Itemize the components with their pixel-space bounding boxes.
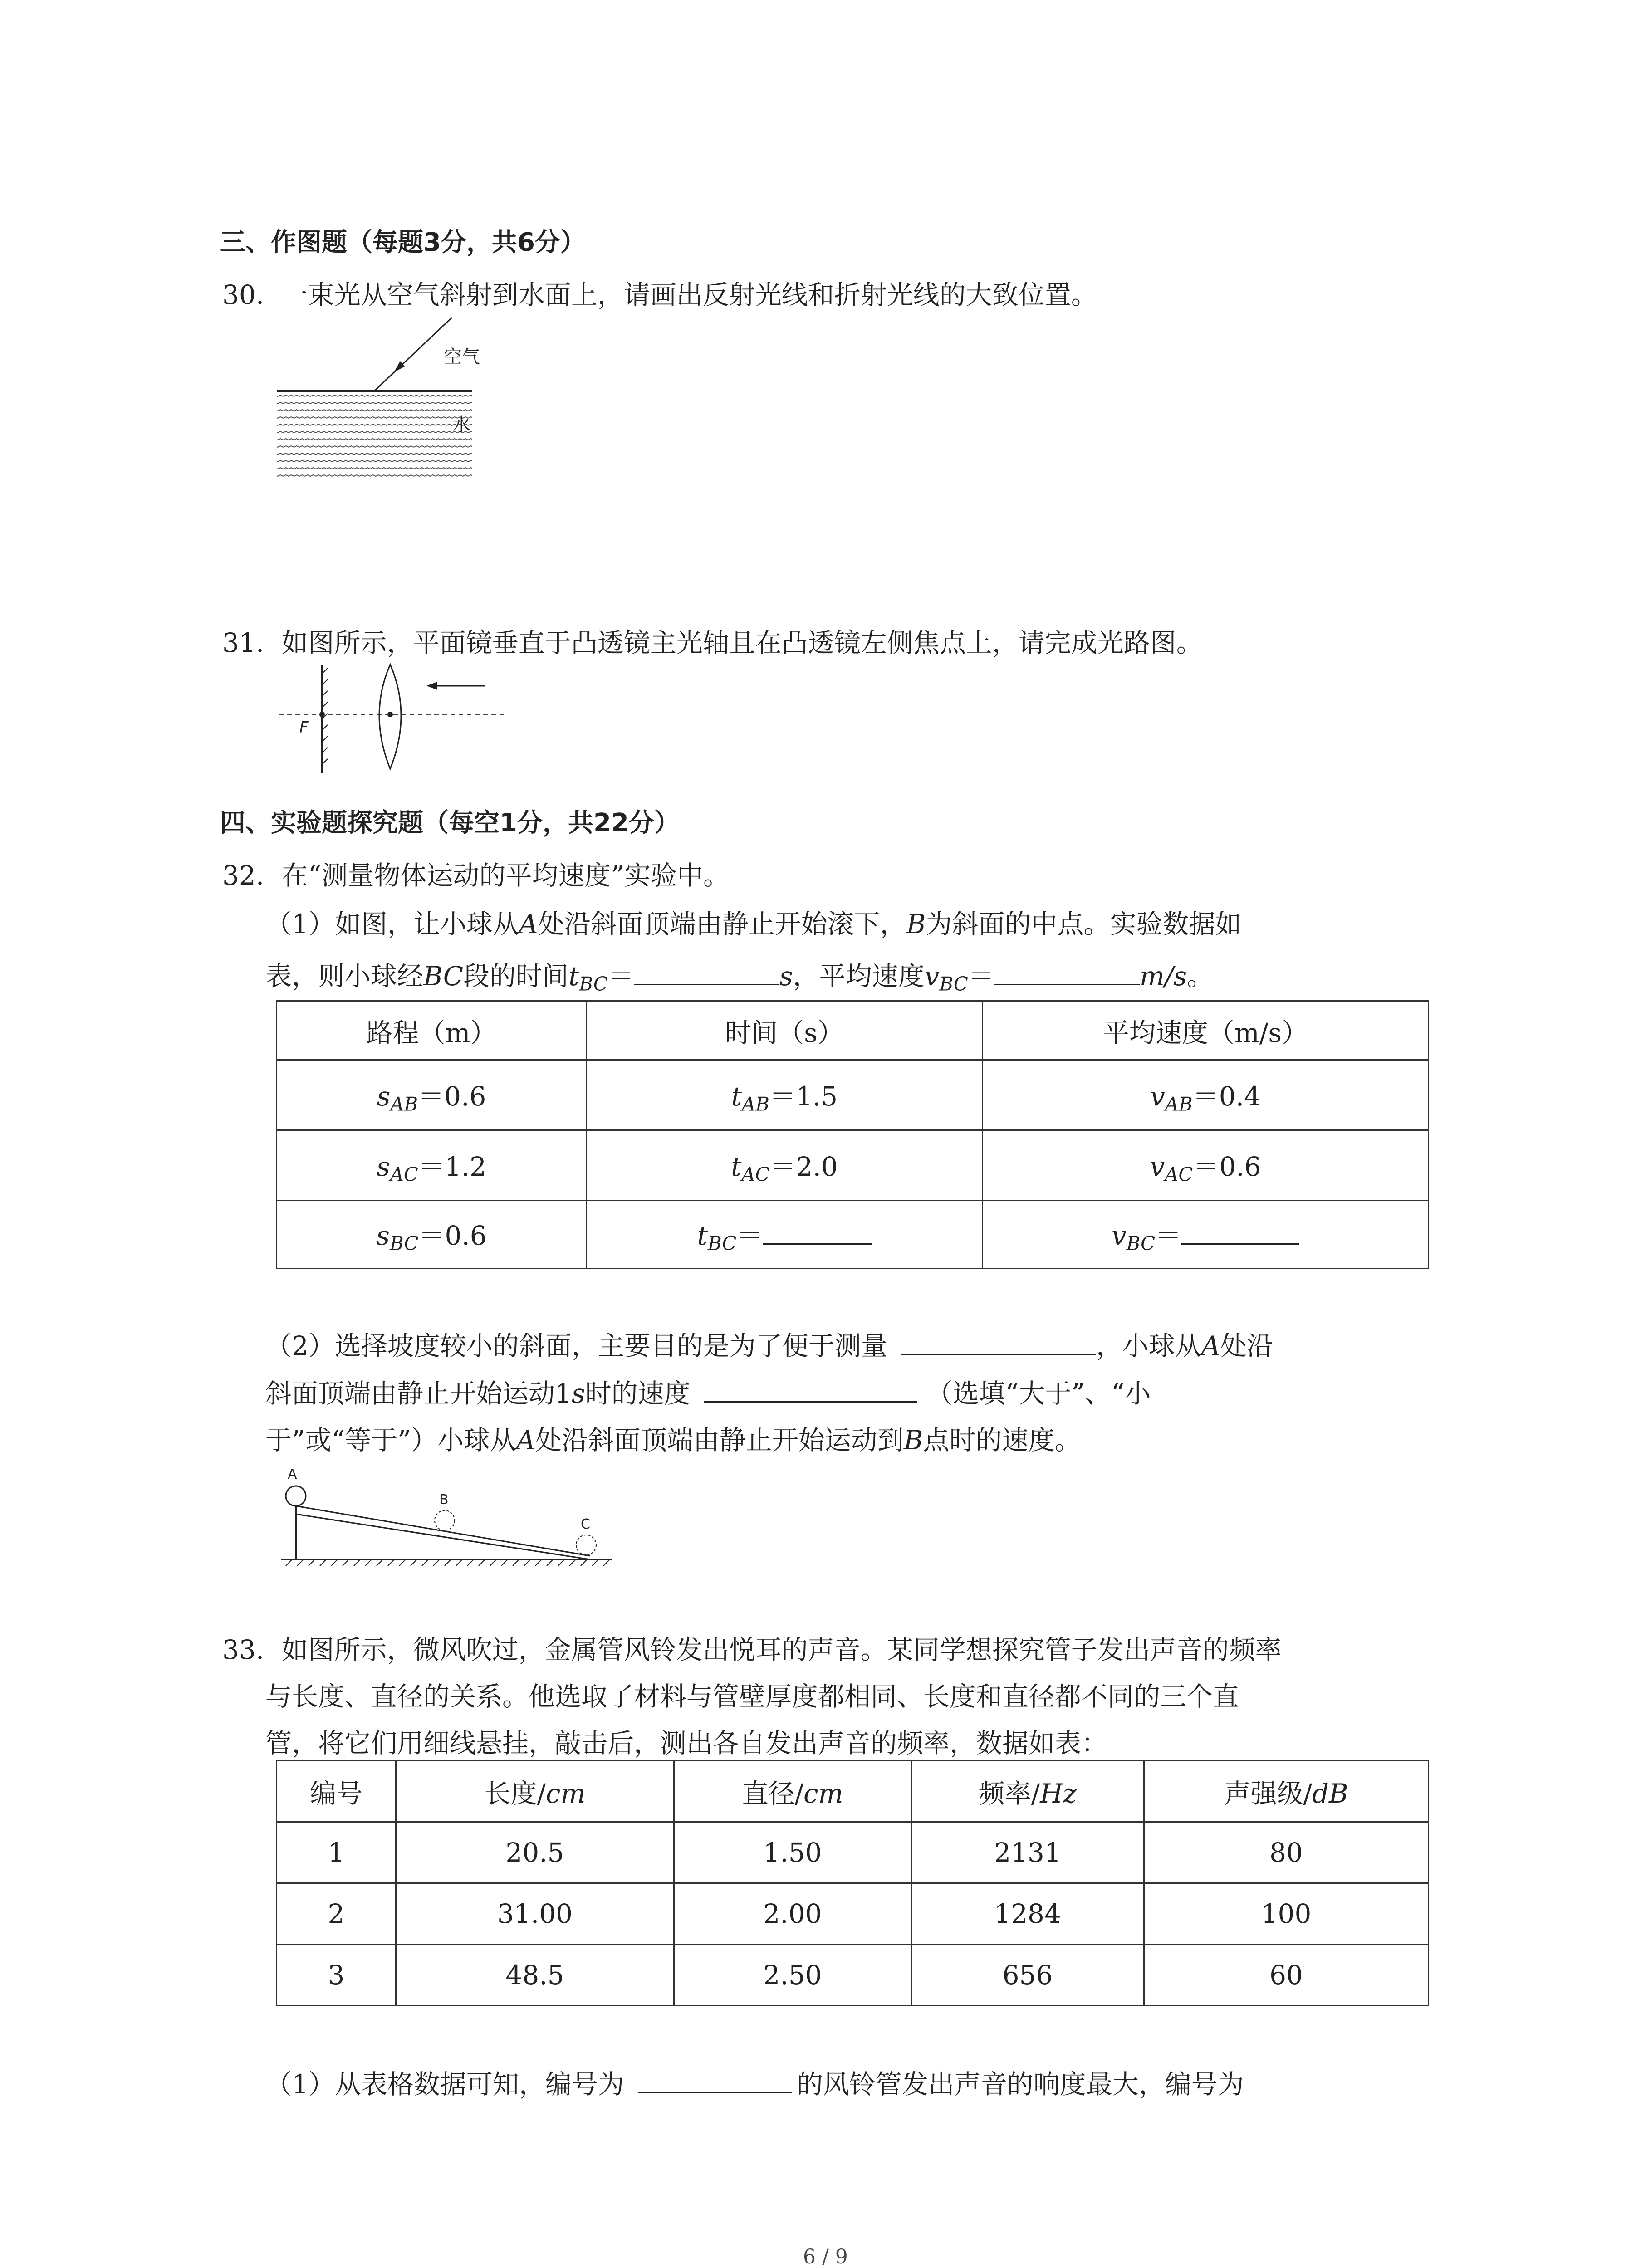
var: v xyxy=(1150,1080,1165,1112)
table-cell: 48.5 xyxy=(396,1945,674,2006)
text: （1）从表格数据可知，编号为 xyxy=(265,2069,624,2100)
table-row xyxy=(277,1130,1429,1201)
incident-ray xyxy=(374,318,452,391)
question-32-part1-line2 xyxy=(265,955,1213,995)
text: 斜面顶端由静止开始运动1 xyxy=(265,1378,572,1409)
unit: dB xyxy=(1312,1778,1348,1809)
value: ＝0.6 xyxy=(1193,1151,1261,1182)
text: 处沿斜面顶端由静止开始运动到 xyxy=(535,1425,904,1456)
table-cell: 2.50 xyxy=(674,1945,911,2006)
ball-at-B xyxy=(435,1510,455,1530)
text: 如图所示，微风吹过，金属管风铃发出悦耳的声音。某同学想探究管子发出声音的频率 xyxy=(281,1634,1282,1665)
label-C: C xyxy=(581,1516,590,1532)
subscript: AB xyxy=(742,1093,769,1115)
var-A: A xyxy=(1201,1330,1220,1361)
value: ＝0.4 xyxy=(1192,1080,1261,1112)
text: （选填“大于”、“小 xyxy=(926,1378,1151,1409)
var: t xyxy=(731,1151,742,1182)
answer-blank-tBC[interactable] xyxy=(634,960,779,985)
section-4-heading: 四、实验题探究题（每空1分，共22分） xyxy=(220,808,680,838)
ball-at-A xyxy=(286,1486,306,1506)
unit: cm xyxy=(803,1778,843,1809)
question-33-line2: 与长度、直径的关系。他选取了材料与管壁厚度都相同、长度和直径都不同的三个直 xyxy=(265,1681,1239,1712)
text: 的风铃管发出声音的响度最大，编号为 xyxy=(796,2069,1244,2100)
unit-s: s xyxy=(571,1378,585,1409)
subscript: AC xyxy=(390,1163,418,1186)
table-cell xyxy=(277,1060,587,1130)
question-32-part2-line2 xyxy=(265,1372,1151,1410)
question-32-part1-line1 xyxy=(265,903,1241,941)
answer-blank-table-tBC[interactable] xyxy=(763,1220,872,1245)
table-cell: 656 xyxy=(911,1945,1144,2006)
value: ＝2.0 xyxy=(769,1151,838,1182)
subscript: AB xyxy=(390,1093,418,1115)
subscript: BC xyxy=(579,973,608,995)
wind-chime-table xyxy=(276,1760,1429,2006)
question-33-number: 33. xyxy=(222,1634,265,1665)
answer-blank-measure[interactable] xyxy=(901,1330,1096,1355)
figure-31-mirror-lens xyxy=(277,660,513,778)
table-header-cell: 路程（m） xyxy=(277,1001,587,1060)
table-cell xyxy=(983,1130,1429,1201)
lens-center xyxy=(387,712,393,717)
question-33-part1 xyxy=(265,2063,1244,2101)
var: v xyxy=(1150,1151,1165,1182)
label-air: 空气 xyxy=(444,347,480,367)
table-cell: 60 xyxy=(1144,1945,1429,2006)
value: ＝1.5 xyxy=(769,1080,838,1112)
table-row xyxy=(277,1883,1429,1945)
table-header-cell xyxy=(911,1761,1144,1822)
question-30-text: 一束光从空气斜射到水面上，请画出反射光线和折射光线的大致位置。 xyxy=(281,279,1097,310)
table-header-cell xyxy=(1144,1761,1429,1822)
table-cell: 20.5 xyxy=(396,1822,674,1883)
question-30-number: 30. xyxy=(222,279,265,310)
value: ＝0.6 xyxy=(418,1220,487,1251)
incline-surface-bottom xyxy=(296,1514,590,1559)
ground-hatching xyxy=(286,1559,610,1566)
table-cell: 1.50 xyxy=(674,1822,911,1883)
text: 长度/ xyxy=(484,1778,546,1809)
question-32-number: 32. xyxy=(222,860,265,891)
table-header-cell xyxy=(277,1761,396,1822)
incident-ray-arrow xyxy=(394,361,405,372)
table-cell: 100 xyxy=(1144,1883,1429,1945)
table-row xyxy=(277,1201,1429,1269)
table-cell xyxy=(983,1201,1429,1269)
label-A: A xyxy=(288,1466,297,1482)
table-cell xyxy=(587,1060,983,1130)
subscript: BC xyxy=(390,1232,419,1255)
subscript: AC xyxy=(1165,1163,1193,1186)
value: ＝ xyxy=(736,1220,763,1251)
text: 于”或“等于”）小球从 xyxy=(265,1425,516,1456)
subscript: AC xyxy=(741,1163,770,1186)
var: s xyxy=(376,1220,390,1251)
question-33-line3: 管，将它们用细线悬挂，敲击后，测出各自发出声音的频率，数据如表： xyxy=(265,1728,1108,1759)
figure-30-water-surface xyxy=(272,313,490,485)
unit-ms: m/s xyxy=(1139,961,1187,992)
text: 表，则小球经 xyxy=(265,961,424,992)
text: ＝ xyxy=(607,961,634,992)
text: 处沿斜面顶端由静止开始滚下， xyxy=(538,909,906,939)
incline-surface-top xyxy=(296,1506,590,1556)
subscript: BC xyxy=(939,973,968,995)
table-cell: 1284 xyxy=(911,1883,1144,1945)
question-32-intro-text: 在“测量物体运动的平均速度”实验中。 xyxy=(281,860,730,891)
text: 段的时间 xyxy=(463,961,569,992)
label-B: B xyxy=(439,1492,449,1508)
table-header-row xyxy=(277,1761,1429,1822)
var-A: A xyxy=(519,909,538,939)
unit: Hz xyxy=(1040,1778,1077,1809)
table-cell xyxy=(587,1130,983,1201)
focal-point xyxy=(319,712,325,717)
text: 。 xyxy=(1187,961,1214,992)
ball-at-C xyxy=(576,1535,596,1555)
question-30 xyxy=(222,274,1097,312)
figure-32-incline xyxy=(272,1461,617,1569)
value: ＝1.2 xyxy=(418,1151,487,1182)
var-A: A xyxy=(516,1425,535,1456)
var-B: B xyxy=(906,909,926,939)
subscript: AB xyxy=(1165,1093,1193,1115)
table-cell: 2 xyxy=(277,1883,396,1945)
table-row xyxy=(277,1945,1429,2006)
unit-s: s xyxy=(779,961,793,992)
text: 声强级/ xyxy=(1224,1778,1312,1809)
var: t xyxy=(731,1080,742,1112)
table-cell xyxy=(983,1060,1429,1130)
table-cell: 2131 xyxy=(911,1822,1144,1883)
var: t xyxy=(697,1220,708,1251)
text: 编号 xyxy=(309,1778,362,1809)
var-BC: BC xyxy=(423,961,464,992)
table-row xyxy=(277,1822,1429,1883)
incoming-ray-arrow xyxy=(426,682,437,690)
water-region xyxy=(277,392,472,479)
text: 点时的速度。 xyxy=(923,1425,1081,1456)
table-cell xyxy=(587,1201,983,1269)
value: ＝ xyxy=(1155,1220,1182,1251)
unit: cm xyxy=(546,1778,586,1809)
text: ＝ xyxy=(968,961,994,992)
text: （2）选择坡度较小的斜面，主要目的是为了便于测量 xyxy=(265,1330,887,1361)
table-cell: 2.00 xyxy=(674,1883,911,1945)
answer-blank-vBC[interactable] xyxy=(994,960,1140,985)
text: 时的速度 xyxy=(585,1378,691,1409)
question-32-part2-line3 xyxy=(265,1419,1081,1457)
table-header-cell xyxy=(674,1761,911,1822)
subscript: BC xyxy=(1126,1232,1156,1255)
question-31-text: 如图所示，平面镜垂直于凸透镜主光轴且在凸透镜左侧焦点上，请完成光路图。 xyxy=(281,627,1203,658)
table-header-cell xyxy=(396,1761,674,1822)
text: 为斜面的中点。实验数据如 xyxy=(926,909,1242,939)
text: （1）如图，让小球从 xyxy=(265,909,519,939)
table-cell: 31.00 xyxy=(396,1883,674,1945)
answer-blank-compare[interactable] xyxy=(704,1378,917,1403)
question-31-number: 31. xyxy=(222,627,265,658)
label-water: 水 xyxy=(452,415,470,435)
text: 处沿 xyxy=(1220,1330,1273,1361)
var-t: t xyxy=(568,961,579,992)
label-F: F xyxy=(299,719,309,737)
question-31 xyxy=(222,621,1203,660)
question-33-line1 xyxy=(222,1628,1282,1667)
answer-blank-table-vBC[interactable] xyxy=(1181,1220,1299,1245)
var: s xyxy=(376,1151,390,1182)
section-3-heading: 三、作图题（每题3分，共6分） xyxy=(220,228,586,257)
text: ，小球从 xyxy=(1096,1330,1201,1361)
question-32-intro xyxy=(222,854,730,892)
var-v: v xyxy=(924,961,940,992)
table-header-row xyxy=(277,1001,1429,1060)
subscript: BC xyxy=(707,1232,737,1255)
table-cell xyxy=(277,1201,587,1269)
text: 直径/ xyxy=(742,1778,804,1809)
text: 频率/ xyxy=(978,1778,1040,1809)
table-header-cell: 平均速度（m/s） xyxy=(983,1001,1429,1060)
text: ，平均速度 xyxy=(793,961,925,992)
table-cell: 1 xyxy=(277,1822,396,1883)
question-32-part2-line1 xyxy=(265,1325,1273,1363)
var: s xyxy=(377,1080,391,1112)
value: ＝0.6 xyxy=(418,1080,486,1112)
table-cell: 80 xyxy=(1144,1822,1429,1883)
table-row xyxy=(277,1060,1429,1130)
page-number: 6 / 9 xyxy=(803,2245,848,2268)
var-B: B xyxy=(903,1425,923,1456)
table-cell xyxy=(277,1130,587,1201)
speed-data-table xyxy=(276,1000,1429,1269)
table-header-cell: 时间（s） xyxy=(587,1001,983,1060)
var: v xyxy=(1111,1220,1127,1251)
answer-blank-loudest[interactable] xyxy=(638,2068,792,2093)
table-cell: 3 xyxy=(277,1945,396,2006)
